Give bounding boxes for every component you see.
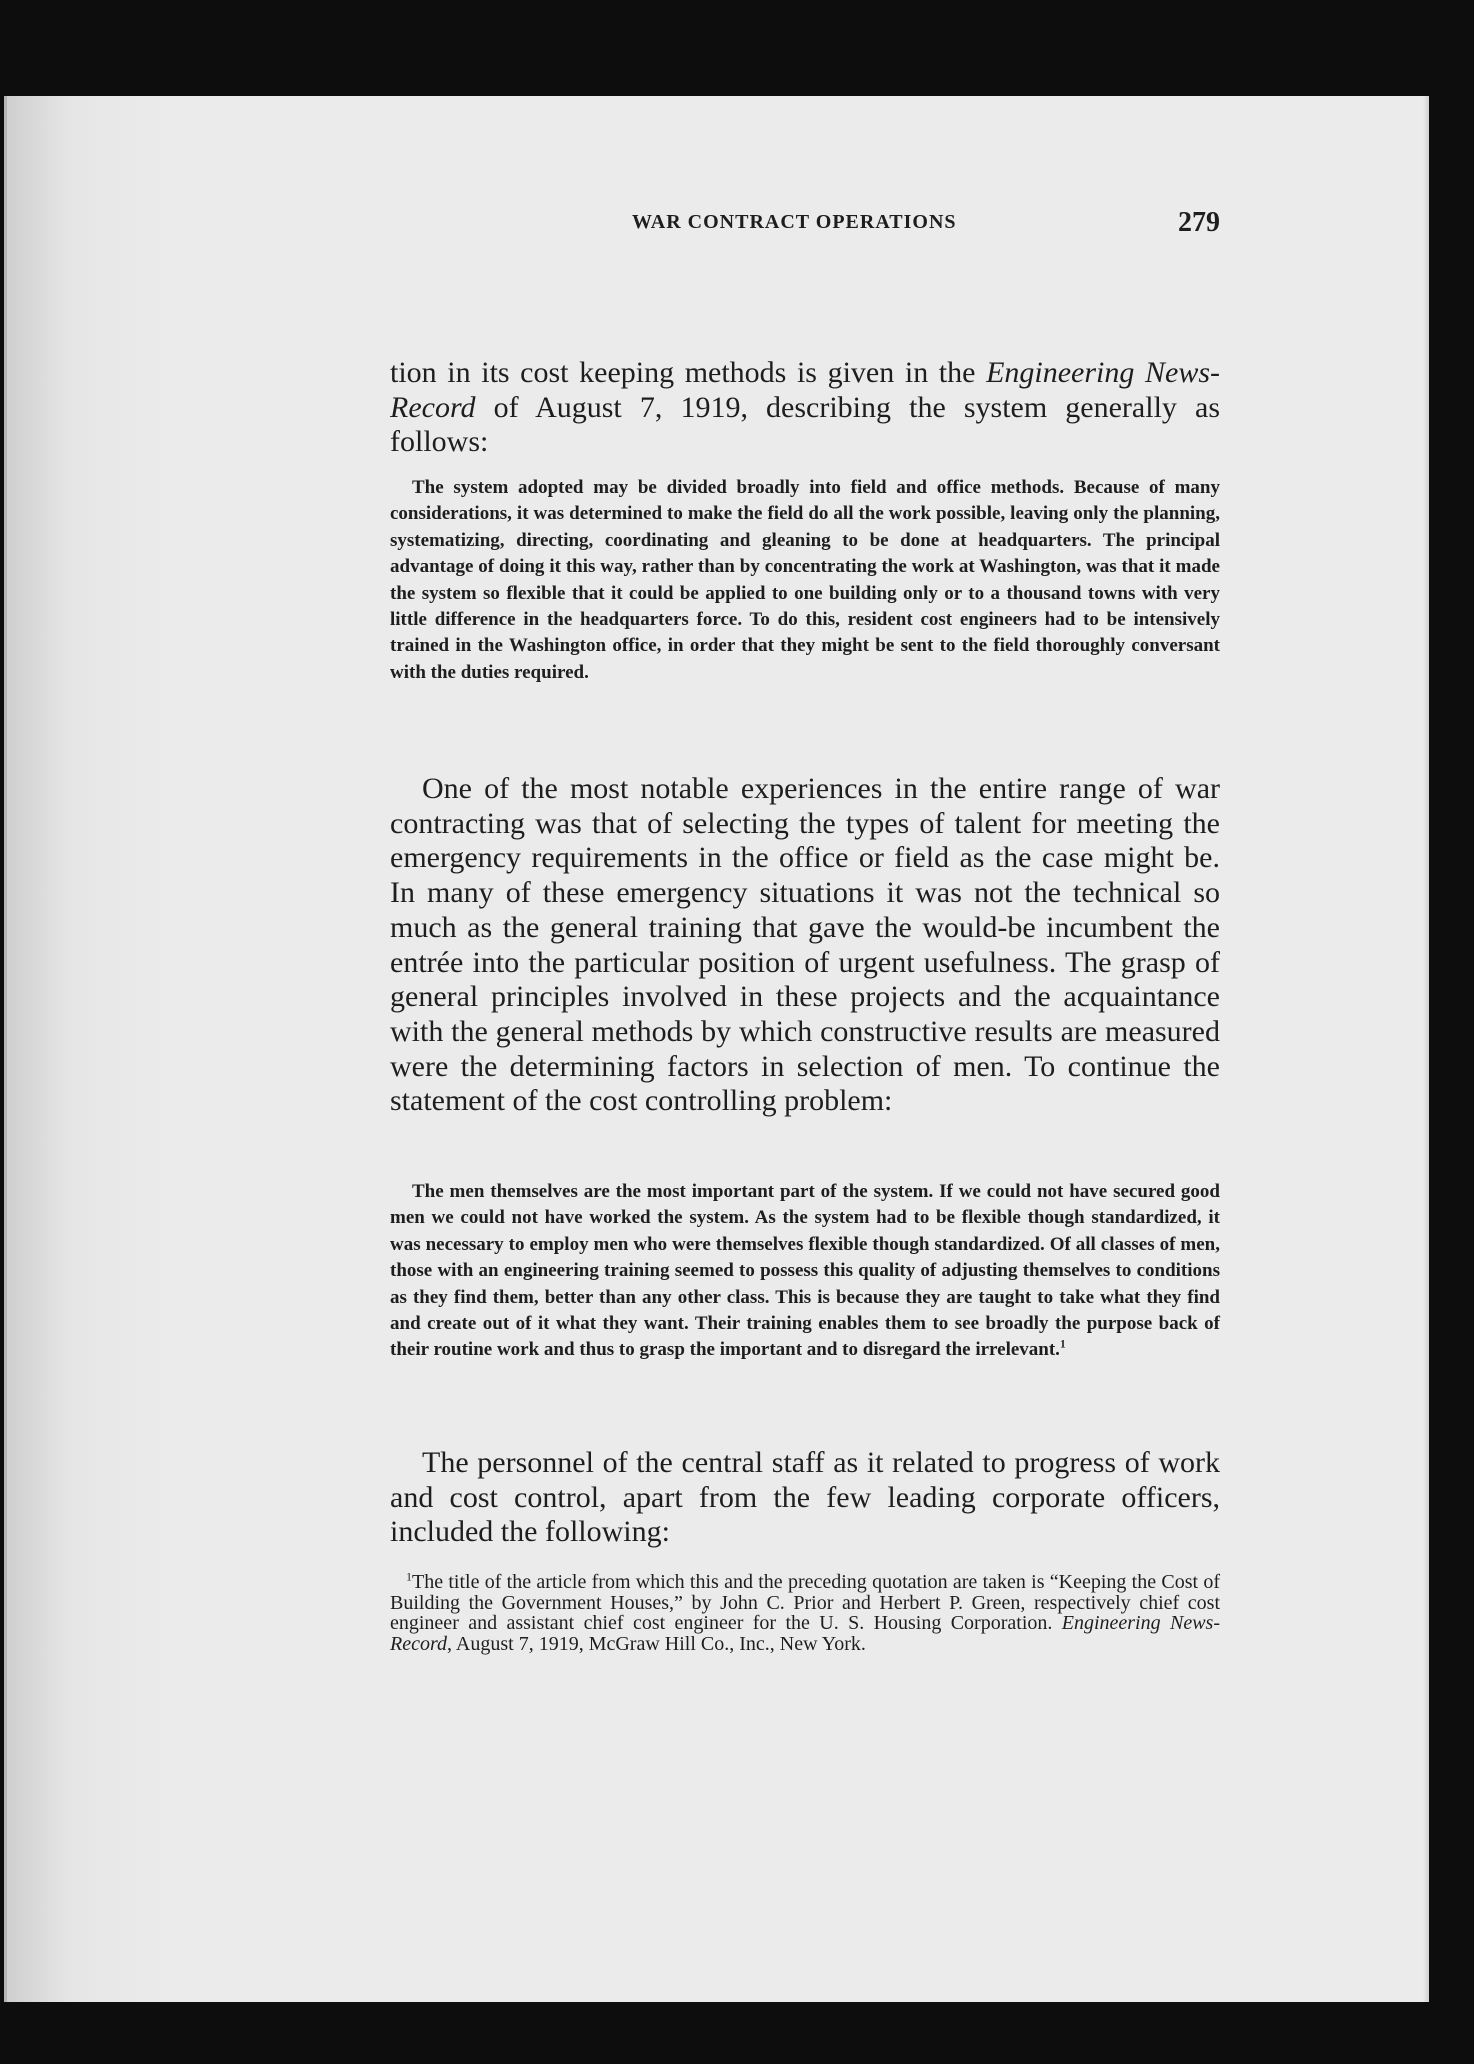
footnote-block — [390, 1569, 1220, 1655]
footnote-lead: The title of the article from which this and the preceding quotation are taken is “Keeping the Cost of Building the Government Houses,” by John C. Prior and Herbert P. Green, respectively chief cost engineer and assistant chief cost engineer for the U. S. Housing Corporation. — [390, 1571, 1220, 1634]
block-quote-2 — [390, 1179, 1220, 1364]
page-gutter-shadow — [7, 96, 167, 2002]
footnote-publication-title: Engineering News-Record — [390, 1612, 1220, 1655]
block-quote-1 — [390, 475, 1220, 686]
talent-paragraph-block — [390, 772, 1220, 1119]
talent-paragraph: One of the most notable experiences in the entire range of war contracting was that of selecting the types of talent for meeting the emergency requirements in the office or field as the case might be. In many of these emergency situations it was not the technical so much as the general training that gave the would-be incumbent the entrée into the particular position of urgent usefulness. The grasp of general principles involved in these projects and the acquaintance with the general methods by which constructive results are measured were the determining factors in selection of men. To continue the statement of the cost controlling problem: — [390, 772, 1220, 1118]
quote-1-text: The system adopted may be divided broadly into field and office methods. Because of many considerations, it was determined to make the field do all the work possible, leaving only the planning, systematizing, directing, coordinating and gleaning to be done at headquarters. The principal advantage of doing it this way, rather than by concentrating the work at Washington, was that it made the system so flexible that it could be applied to one building only or to a thousand towns with very little difference in the headquarters force. To do this, resident cost engineers had to be intensively trained in the Washington office, in order that they might be sent to the field thoroughly conversant with the duties required. — [390, 477, 1220, 683]
footnote-tail: , August 7, 1919, McGraw Hill Co., Inc., New York. — [447, 1632, 866, 1655]
opening-paragraph-tail: of August 7, 1919, describing the system generally as follows: — [390, 390, 1220, 459]
footnote-text — [390, 1569, 1220, 1655]
page-number: 279 — [1178, 207, 1220, 238]
page-edge-shadow — [1423, 96, 1429, 2002]
personnel-paragraph-block — [390, 1446, 1220, 1550]
footnote-marker: 1 — [406, 1569, 412, 1584]
personnel-paragraph: The personnel of the central staff as it related to progress of work and cost control, apart from the few leading corporate officers, included the following: — [390, 1446, 1220, 1549]
quote-2-body: The men themselves are the most important part of the system. If we could not have secured good men we could not have worked the system. As the system had to be flexible though standardized, it was necessary to employ men who were themselves flexible though standardized. Of all classes of men, those with an engineering training seemed to possess this quality of adjusting themselves to conditions as they find them, better than any other class. This is because they are taught to take what they find and create out of it what they want. Their training enables them to see broadly the purpose back of their routine work and thus to grasp the important and to disregard the irrelevant. — [390, 1181, 1220, 1361]
quote-2-text — [390, 1179, 1220, 1364]
footnote-reference: 1 — [1059, 1339, 1066, 1352]
publication-title: Engineering News-Record — [390, 356, 1220, 424]
opening-paragraph-block — [390, 356, 1220, 460]
running-header — [390, 207, 1220, 247]
opening-paragraph-lead: tion in its cost keeping methods is given in the — [390, 356, 987, 389]
running-title: WAR CONTRACT OPERATIONS — [632, 211, 957, 233]
opening-paragraph — [390, 356, 1220, 460]
